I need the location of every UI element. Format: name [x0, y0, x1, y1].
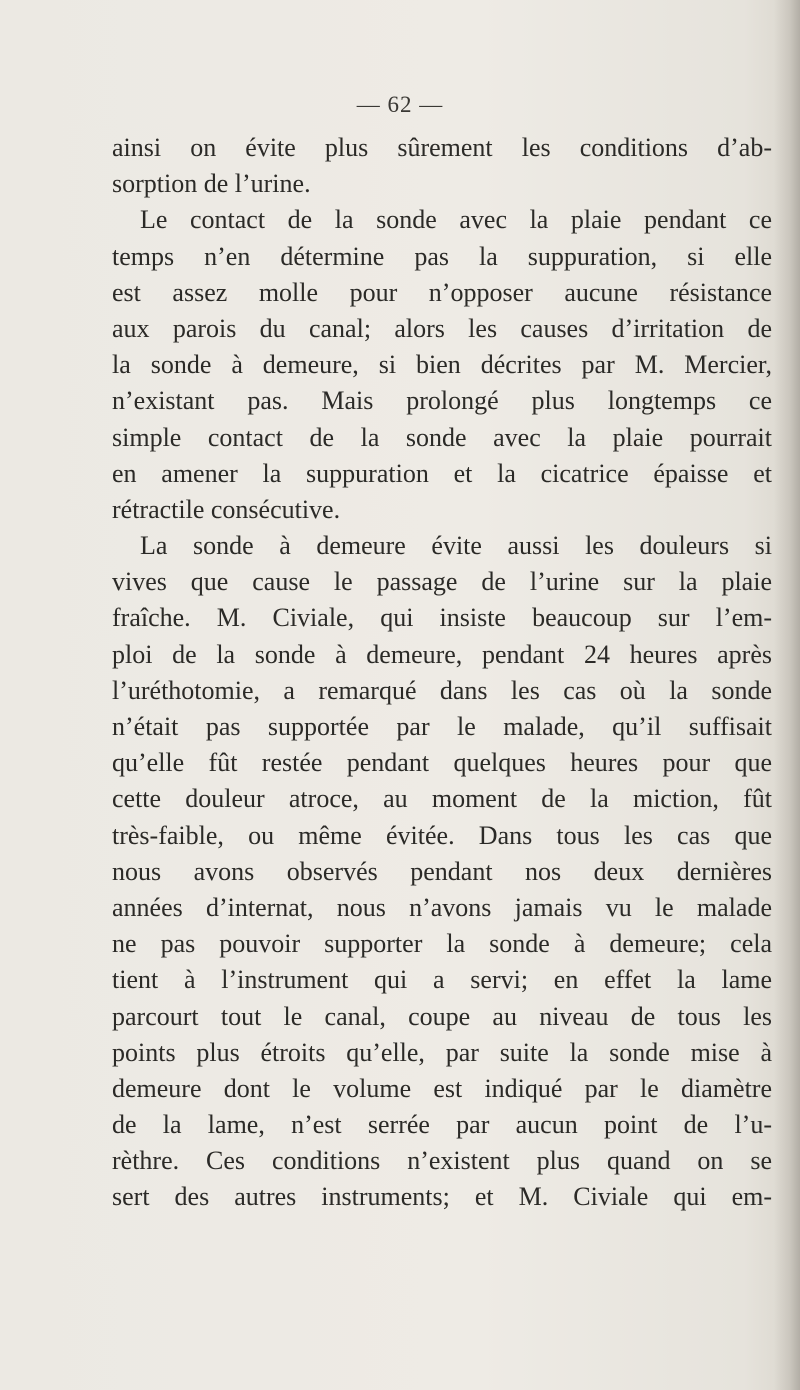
- text-line: qu’elle fût restée pendant quelques heures pour que: [112, 748, 772, 778]
- text-line: rétractile consécutive.: [112, 494, 341, 524]
- text-line: aux parois du canal; alors les causes d’irritation de: [112, 313, 772, 343]
- text-line: fraîche. M. Civiale, qui insiste beaucoup sur l’em-: [112, 603, 772, 633]
- text-line: ploi de la sonde à demeure, pendant 24 heures après: [112, 639, 772, 669]
- text-line: ainsi on évite plus sûrement les conditions d’ab-: [112, 133, 772, 162]
- text-line: temps n’en détermine pas la suppuration, si elle: [112, 241, 772, 271]
- text-line: ne pas pouvoir supporter la sonde à demeure; cela: [112, 929, 772, 959]
- text-line: cette douleur atroce, au moment de la miction, fût: [112, 784, 772, 814]
- text-line: de la lame, n’est serrée par aucun point de l’u-: [112, 1110, 772, 1140]
- text-line: points plus étroits qu’elle, par suite la sonde mise à: [112, 1037, 772, 1067]
- text-line: demeure dont le volume est indiqué par le diamètre: [112, 1073, 772, 1103]
- text-line: est assez molle pour n’opposer aucune résistance: [112, 277, 772, 307]
- text-line: simple contact de la sonde avec la plaie pourrait: [112, 422, 772, 452]
- body-text: [112, 130, 772, 1216]
- text-line: l’uréthotomie, a remarqué dans les cas où la sonde: [112, 675, 772, 705]
- text-line: très-faible, ou même évitée. Dans tous les cas que: [112, 820, 772, 850]
- text-line: sorption de l’urine.: [112, 169, 311, 199]
- text-line: la sonde à demeure, si bien décrites par M. Mercier,: [112, 350, 772, 380]
- text-line: en amener la suppuration et la cicatrice épaisse et: [112, 458, 772, 488]
- text-line: n’existant pas. Mais prolongé plus longtemps ce: [112, 386, 772, 416]
- text-line: n’était pas supportée par le malade, qu’il suffisait: [112, 712, 772, 741]
- text-line: nous avons observés pendant nos deux dernières: [112, 856, 772, 886]
- text-line: années d’internat, nous n’avons jamais vu le malade: [112, 892, 772, 922]
- page-edge-shadow: [774, 0, 800, 1390]
- text-line: La sonde à demeure évite aussi les douleurs si: [140, 531, 772, 561]
- text-line: Le contact de la sonde avec la plaie pendant ce: [140, 205, 772, 235]
- page-number: — 62 —: [356, 92, 444, 117]
- text-line: sert des autres instruments; et M. Civiale qui em-: [112, 1182, 772, 1212]
- text-line: vives que cause le passage de l’urine sur la plaie: [112, 567, 772, 597]
- text-line: rèthre. Ces conditions n’existent plus quand on se: [112, 1146, 772, 1176]
- text-line: parcourt tout le canal, coupe au niveau de tous les: [112, 1001, 772, 1031]
- text-line: tient à l’instrument qui a servi; en effet la lame: [112, 965, 772, 995]
